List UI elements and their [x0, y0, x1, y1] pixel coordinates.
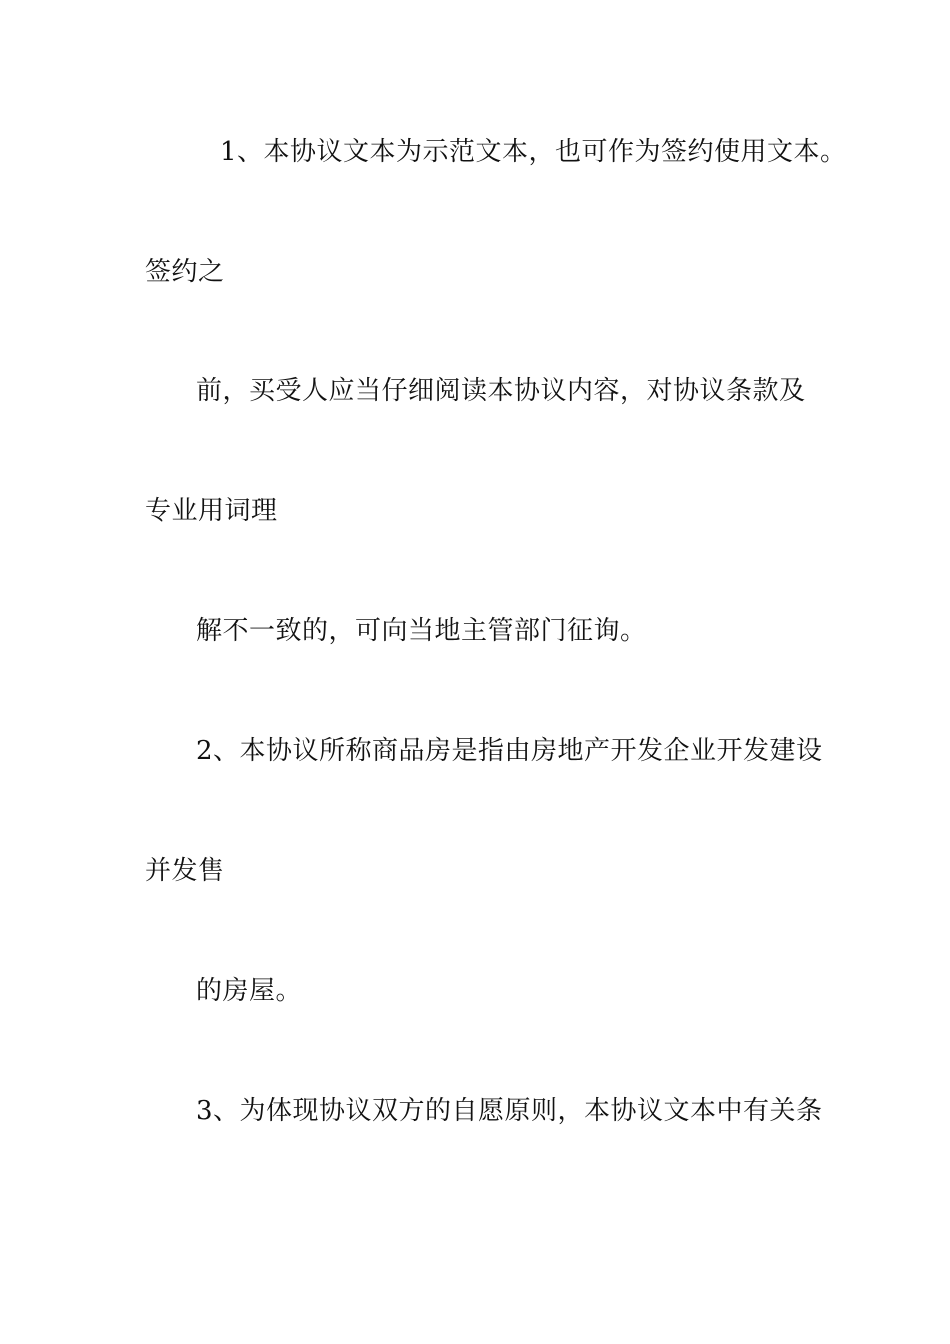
text-line-clause-2: 2、本协议所称商品房是指由房地产开发企业开发建设	[196, 736, 823, 766]
text-line-clause-3: 3、为体现协议双方的自愿原则，本协议文本中有关条	[196, 1096, 823, 1126]
text-line-clause-1: 1、本协议文本为示范文本，也可作为签约使用文本。	[220, 137, 847, 167]
text-line-clause-2-cont: 并发售	[145, 856, 225, 886]
text-line-clause-1-cont: 签约之	[145, 257, 225, 287]
text-line-clause-1-cont-3: 专业用词理	[145, 496, 278, 526]
text-line-clause-2-cont-2: 的房屋。	[196, 976, 303, 1006]
text-line-clause-1-cont-4: 解不一致的，可向当地主管部门征询。	[196, 616, 647, 646]
text-line-clause-1-cont-2: 前，买受人应当仔细阅读本协议内容，对协议条款及	[196, 376, 806, 406]
